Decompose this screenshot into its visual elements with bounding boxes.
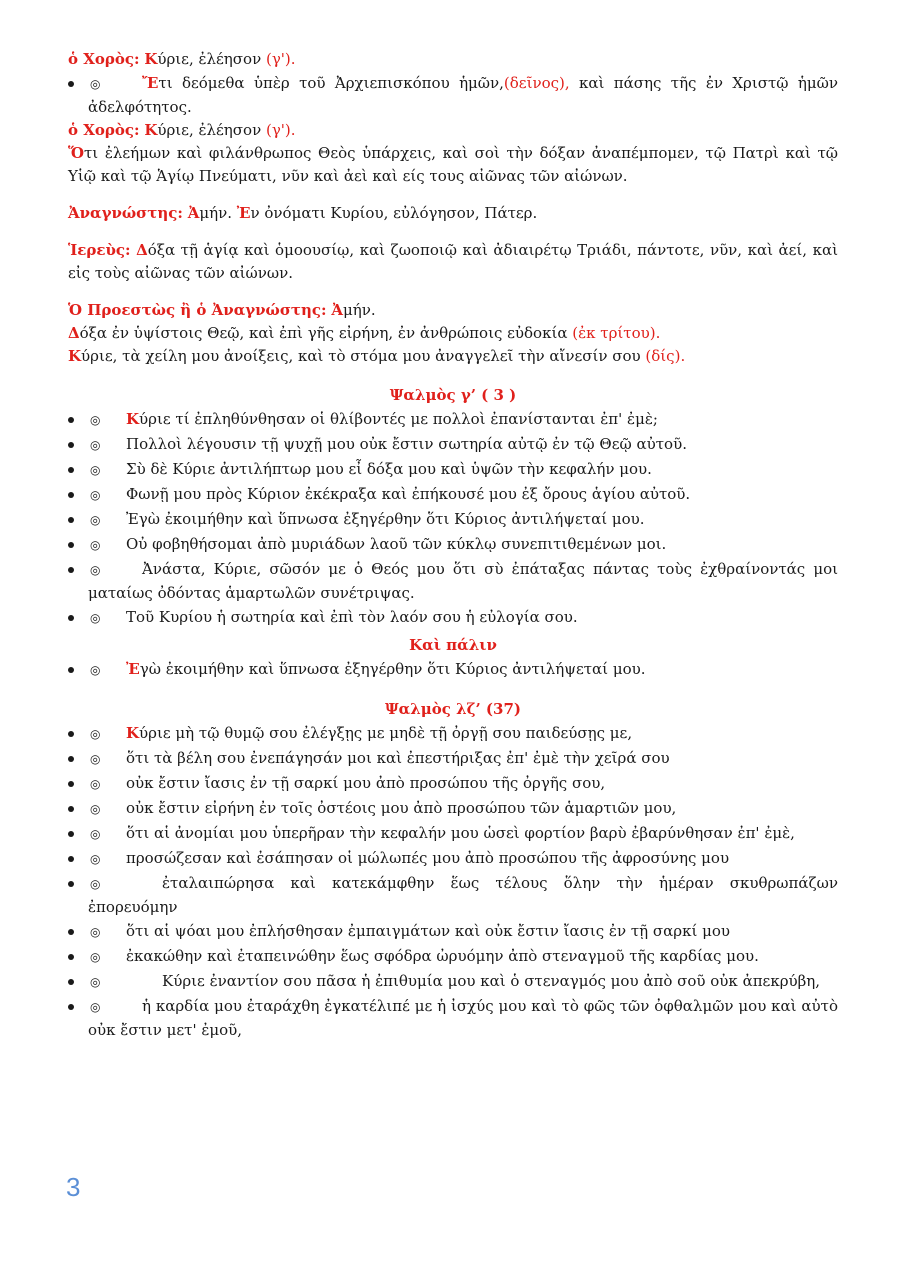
ornament-icon: ◎ [90,611,101,625]
ornament-icon: ◎ [90,438,101,452]
bullet-dot [68,517,74,523]
psalm-verse [68,945,838,969]
verse-text: γὼ ἐκοιμήθην καὶ ὕπνωσα ἐξηγέρθην ὅτι Κύριος ἀντιλήψεταί μου. [139,660,646,678]
bullet-dot [68,954,74,960]
speaker-label: Ἱερεὺς: [68,241,131,259]
ornament-icon: ◎ [90,77,101,91]
line-text: όξα τῇ ἁγίᾳ καὶ ὁμοουσίῳ, καὶ ζωοποιῷ καὶ ἀδιαιρέτῳ Τριάδι, πάντοτε, νῦν, καὶ ἀεί, καὶ εἰς τοὺς αἰῶνας τῶν αἰώνων. [68,241,838,282]
bullet-dot [68,542,74,548]
verse-text: ἡ καρδία μου ἐταράχθη ἐγκατέλιπέ με ἡ ἰσχύς μου καὶ τὸ φῶς τῶν ὀφθαλμῶν μου καὶ αὐτὸ οὐκ ἔστιν μετ' ἐμοῦ, [88,997,838,1039]
verse-text: ύριε μὴ τῷ θυμῷ σου ἐλέγξῃς με μηδὲ τῇ ὀργῇ σου παιδεύσῃς με, [139,724,633,742]
line-text: ύριε, τὰ χείλη μου ἀνοίξεις, καὶ τὸ στόμα μου ἀναγγελεῖ τὴν αἴνεσίν σου [81,347,646,365]
ornament-icon: ◎ [90,802,101,816]
drop-initial: Ἀ [331,301,343,319]
verse-text: Οὐ φοβηθήσομαι ἀπὸ μυριάδων λαοῦ τῶν κύκλῳ συνεπιτιθεμένων μοι. [126,535,667,553]
speaker-label: ὁ Χορὸς: [68,50,140,68]
verse-text: Σὺ δὲ Κύριε ἀντιλήπτωρ μου εἶ δόξα μου καὶ ὑψῶν τὴν κεφαλήν μου. [126,460,652,478]
line-text: ύριε, ἐλέησον [157,121,266,139]
intro-line-1 [68,48,838,71]
ornament-icon: ◎ [90,488,101,502]
ornament-icon: ◎ [90,513,101,527]
psalm-verse [68,920,838,944]
psalm-verse [68,483,838,507]
line-text: τι δεόμεθα ὑπὲρ τοῦ Ἀρχιεπισκόπου ἡμῶν, [158,74,504,92]
bullet-dot [68,615,74,621]
bullet-dot [68,417,74,423]
intro-line-9 [68,345,838,368]
drop-initial: Κ [144,50,158,68]
psalm-verse [68,822,838,846]
drop-initial: Ἐ [236,204,251,222]
verse-text: προσώζεσαν καὶ ἐσάπησαν οἱ μώλωπές μου ἀπὸ προσώπου τῆς ἀφροσύνης μου [126,849,730,867]
speaker-label: Ἀναγνώστης: [68,204,183,222]
bullet-dot [68,831,74,837]
psalm-verse [68,722,838,746]
ornament-icon: ◎ [90,777,101,791]
bullet-dot [68,1004,74,1010]
ornament-icon: ◎ [90,538,101,552]
psalm-verse [68,797,838,821]
rubric-note: (ἐκ τρίτου). [572,324,661,342]
verse-text: Πολλοὶ λέγουσιν τῇ ψυχῇ μου οὐκ ἔστιν σωτηρία αὐτῷ ἐν τῷ Θεῷ αὐτοῦ. [126,435,687,453]
psalm-verse [68,606,838,630]
ornament-icon: ◎ [90,563,101,577]
intro-line-6 [68,239,838,285]
ornament-icon: ◎ [90,752,101,766]
ornament-icon: ◎ [90,1000,101,1014]
rubric-note: (δεῖνος), [503,74,570,92]
verse-text: Ἀνάστα, Κύριε, σῶσόν με ὁ Θεός μου ὅτι σὺ ἐπάταξας πάντας τοὺς ἐχθραίνοντάς μοι ματαίως ὀδόντας ἁμαρτωλῶν συνέτριψας. [88,560,838,602]
line-text: καὶ πάσης τῆς ἐν Χριστῷ ἡμῶν ἀδελφότητος. [88,74,838,116]
verse-text: ὅτι αἱ ψόαι μου ἐπλήσθησαν ἐμπαιγμάτων καὶ οὐκ ἔστιν ἴασις ἐν τῇ σαρκί μου [126,922,731,940]
psalm-verse [68,995,838,1042]
ornament-icon: ◎ [90,463,101,477]
bullet-dot [68,881,74,887]
drop-initial: Κ [68,347,82,365]
psalm-verse [68,872,838,919]
bullet-dot [68,979,74,985]
bullet-dot [68,929,74,935]
line-text: μήν. [342,301,376,319]
verse-text: Τοῦ Κυρίου ἡ σωτηρία καὶ ἐπὶ τὸν λαόν σου ἡ εὐλογία σου. [126,608,578,626]
psalm-verse [68,458,838,482]
bullet-dot [68,806,74,812]
again-title: Καὶ πάλιν [409,636,497,654]
line-text: τι ἐλεήμων καὶ φιλάνθρωπος Θεὸς ὑπάρχεις, καὶ σοὶ τὴν δόξαν ἀναπέμπομεν, τῷ Πατρὶ καὶ τῷ Υἱῷ καὶ τῷ Ἁγίῳ Πνεύματι, νῦν καὶ ἀεὶ καὶ είς τους αἰῶνας τῶν αἰώνων. [68,144,838,185]
drop-initial: Κ [126,724,140,742]
intro-line-4 [68,142,838,188]
drop-initial: Ἐ [126,660,140,678]
verse-text: ὅτι τὰ βέλη σου ἐνεπάγησάν μοι καὶ ἐπεστήριξας ἐπ' ἐμὲ τὴν χεῖρά σου [126,749,670,767]
ornament-icon: ◎ [90,663,101,677]
line-text: μήν. [199,204,237,222]
drop-initial: Ἀ [187,204,200,222]
bullet-dot [68,442,74,448]
ornament-icon: ◎ [90,950,101,964]
rubric-note: (γ'). [265,121,296,139]
document-page [68,48,838,1042]
bullet-dot [68,856,74,862]
ornament-icon: ◎ [90,727,101,741]
psalm-verse [68,747,838,771]
bullet-dot [68,492,74,498]
speaker-label: ὁ Χορὸς: [68,121,140,139]
verse-text: ἐκακώθην καὶ ἐταπεινώθην ἕως σφόδρα ὠρυόμην ἀπὸ στεναγμοῦ τῆς καρδίας μου. [126,947,759,965]
psalm-verse [68,433,838,457]
drop-initial: Δ [136,241,148,259]
intro-line-8 [68,322,838,345]
psalm-verse [68,970,838,994]
intro-line-7 [68,299,838,322]
verse-text: ὅτι αἱ ἀνομίαι μου ὑπερῆραν τὴν κεφαλήν μου ὡσεὶ φορτίον βαρὺ ἐβαρύνθησαν ἐπ' ἐμὲ, [126,824,795,842]
rubric-note: (δίς). [645,347,686,365]
drop-initial: Δ [68,324,80,342]
line-text: όξα ἐν ὑψίστοις Θεῷ, καὶ ἐπὶ γῆς εἰρήνη, ἐν ἀνθρώποις εὐδοκία [79,324,573,342]
psalm-verse [68,558,838,605]
ornament-icon: ◎ [90,852,101,866]
bullet-dot [68,756,74,762]
psalm-verse [68,533,838,557]
drop-initial: Ὅ [68,144,84,162]
speaker-label: Ὁ Προεστὼς ἢ ὁ Ἀναγνώστης: [68,301,327,319]
bullet-dot [68,731,74,737]
ornament-icon: ◎ [90,975,101,989]
psalm-verse [68,847,838,871]
verse-text: Φωνῇ μου πρὸς Κύριον ἐκέκραξα καὶ ἐπήκουσέ μου ἐξ ὄρους ἁγίου αὐτοῦ. [126,485,691,503]
psalm-verse [68,772,838,796]
intro-line-2 [68,72,838,119]
page-number: 3 [66,1172,81,1202]
psalm-verse [68,658,838,682]
bullet-dot [68,667,74,673]
drop-initial: Κ [126,410,140,428]
bullet-dot [68,467,74,473]
ornament-icon: ◎ [90,877,101,891]
intro-line-5 [68,202,838,225]
psalm-3-title: Ψαλμὸς γ’ ( 3 ) [389,386,517,404]
rubric-note: (γ'). [265,50,296,68]
verse-text: Ἐγὼ ἐκοιμήθην καὶ ὕπνωσα ἐξηγέρθην ὅτι Κύριος ἀντιλήψεταί μου. [126,510,645,528]
bullet-dot [68,81,74,87]
line-text: ν ὀνόματι Κυρίου, εὐλόγησον, Πάτερ. [250,204,538,222]
line-text: ύριε, ἐλέησον [157,50,266,68]
bullet-dot [68,567,74,573]
verse-text: ύριε τί ἐπληθύνθησαν οἱ θλίβοντές με πολλοὶ ἐπανίστανται ἐπ' ἐμὲ; [139,410,658,428]
intro-line-3 [68,119,838,142]
verse-text: ἐταλαιπώρησα καὶ κατεκάμφθην ἕως τέλους ὅλην τὴν ἡμέραν σκυθρωπάζων ἐπορευόμην [88,874,838,916]
verse-text: οὐκ ἔστιν εἰρήνη ἐν τοῖς ὀστέοις μου ἀπὸ προσώπου τῶν ἁμαρτιῶν μου, [126,799,677,817]
drop-initial: Κ [144,121,158,139]
ornament-icon: ◎ [90,827,101,841]
psalm-37-title: Ψαλμὸς λζ’ (37) [384,700,521,718]
ornament-icon: ◎ [90,413,101,427]
ornament-icon: ◎ [90,925,101,939]
psalm-verse [68,508,838,532]
psalm-verse [68,408,838,432]
drop-initial: Ἔ [142,74,159,92]
verse-text: Κύριε ἐναντίον σου πᾶσα ἡ ἐπιθυμία μου καὶ ὁ στεναγμός μου ἀπὸ σοῦ οὐκ ἀπεκρύβη, [162,972,821,990]
bullet-dot [68,781,74,787]
verse-text: οὐκ ἔστιν ἴασις ἐν τῇ σαρκί μου ἀπὸ προσώπου τῆς ὀργῆς σου, [126,774,606,792]
